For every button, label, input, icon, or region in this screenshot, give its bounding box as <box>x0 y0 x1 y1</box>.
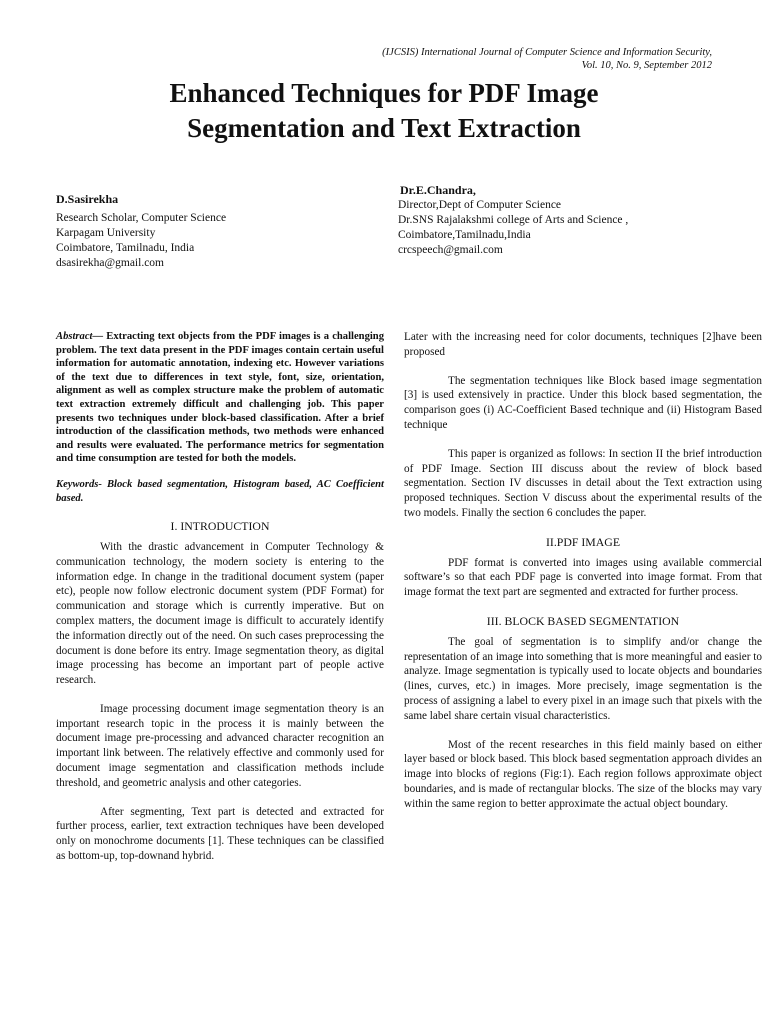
author-affiliation: Coimbatore,Tamilnadu,India <box>398 229 531 241</box>
section-heading-block-based-segmentation: III. BLOCK BASED SEGMENTATION <box>486 613 680 628</box>
paper-title: Enhanced Techniques for PDF Image Segmentation and Text Extraction <box>169 78 599 143</box>
journal-name: (IJCSIS) International Journal of Computer Science and Information Security, <box>382 47 712 58</box>
right-column <box>404 330 762 826</box>
section-heading-introduction: I. INTRODUCTION <box>170 519 270 534</box>
section-heading-pdf-image: II.PDF IMAGE <box>545 534 621 549</box>
author-affiliation: Director,Dept of Computer Science <box>398 199 562 211</box>
author-affiliation: Dr.SNS Rajalakshmi college of Arts and Science , <box>398 214 629 226</box>
author-1 <box>56 192 226 271</box>
abstract-label: Abstract— <box>56 331 104 342</box>
journal-volume: Vol. 10, No. 9, September 2012 <box>581 60 712 71</box>
author-name: D.Sasirekha <box>56 192 119 206</box>
author-affiliation: Coimbatore, Tamilnadu, India <box>56 242 195 254</box>
paragraph: After segmenting, Text part is detected and extracted for further process, earlier, text extraction techniques have been developed only on monochrome documents [1]. These techniques can be classified as bottom-up, top-downand hybrid. <box>56 805 384 863</box>
paragraph: With the drastic advancement in Computer Technology & communication technology, the modern society is entering to the information edge. In change in the traditional document system (paper etc), people now follow electronic document system (PDF Format) for communication and storage which is currently imperative. But on complex matters, the document image is difficult to accurately identify the information directly out of the need. On such cases preprocessing the document is done before its entry. Image segmentation theory, as digital image processing has become an important part of people active research. <box>56 540 384 687</box>
abstract-text: Extracting text objects from the PDF images is a challenging problem. The text data present in the PDF images contain certain useful information for automatic annotation, indexing etc. However variations of the text due to differences in text style, font, size, orientation, alignment as well as complex structure make the problem of automatic text extraction extremely difficult and challenging job. This paper presents two techniques under block-based classification. After a brief introduction of the classification methods, two methods were enhanced and results were evaluated. The performance metrics for segmentation and time consumption are tested for both the models. <box>56 331 384 465</box>
author-affiliation: Karpagam University <box>56 227 156 239</box>
paragraph: PDF format is converted into images using available commercial software’s so that each PDF page is converted into image format. From that image format the text part are segmented and extracted for further process. <box>404 556 762 599</box>
paragraph: Most of the recent researches in this field mainly based on either layer based or block based. This block based segmentation approach divides an image into blocks of regions (Fig:1). Each region follows approximate object boundaries, and is made of rectangular blocks. The size of the blocks may vary within the same region to better approximate the actual object boundary. <box>404 738 762 810</box>
paragraph: The segmentation techniques like Block based image segmentation [3] is used extensively in practice. Under this block based segmentation, the comparison goes (i) AC-Coefficient Based technique and (ii) Histogram Based technique <box>404 374 762 431</box>
author-email: crcspeech@gmail.com <box>398 244 503 256</box>
author-2 <box>398 183 628 258</box>
paragraph: Image processing document image segmentation theory is an important research topic in the process it is mainly between the document image pre-processing and advanced character recognition an important link between. The relatively effective and commonly used for document image segmentation and classification methods include threshold, and geometric analysis and other categories. <box>56 702 384 789</box>
journal-header <box>382 46 712 72</box>
keywords: Keywords- Block based segmentation, Histogram based, AC Coefficient based. <box>56 478 384 504</box>
abstract <box>56 330 384 466</box>
paragraph: The goal of segmentation is to simplify and/or change the representation of an image into something that is more meaningful and easier to analyze. Image segmentation is typically used to locate objects and boundaries (lines, curves, etc.) in images. More precisely, image segmentation is the process of assigning a label to every pixel in an image such that pixels with the same label share certain visual characteristics. <box>404 635 762 722</box>
author-affiliation: Research Scholar, Computer Science <box>56 212 227 224</box>
paragraph: This paper is organized as follows: In section II the brief introduction of PDF Image. Section III discuss about the review of block based segmentation. Section IV discusses in detail about the Text extraction using proposed techniques. Section V discuss about the experimental results of the two models. Finally the section 6 concludes the paper. <box>404 447 762 519</box>
author-name: Dr.E.Chandra, <box>400 183 476 197</box>
paragraph: Later with the increasing need for color documents, techniques [2]have been proposed <box>404 331 762 358</box>
left-column <box>56 330 384 878</box>
author-email: dsasirekha@gmail.com <box>56 257 164 269</box>
